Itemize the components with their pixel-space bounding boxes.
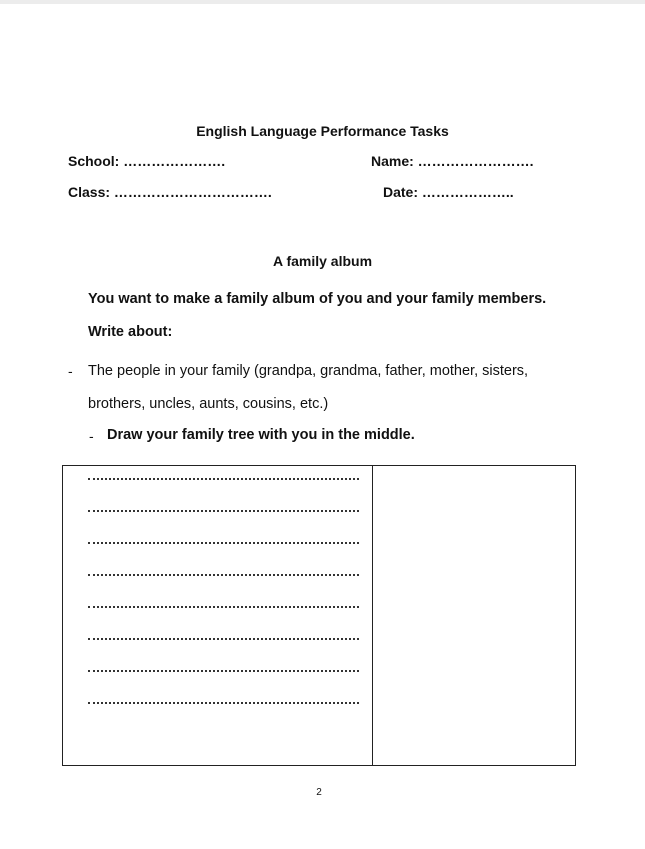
writing-line [88,510,359,512]
bullet-dash-1: - [68,363,73,379]
writing-area[interactable] [63,466,373,765]
bullet-item-2: Draw your family tree with you in the middle. [107,427,415,443]
writing-line [88,574,359,576]
class-field: Class: ……………………………. [68,184,272,200]
writing-line [88,702,359,704]
date-field: Date: ……………….. [383,184,514,200]
drawing-area[interactable] [373,466,575,765]
writing-line [88,638,359,640]
section-title: A family album [272,253,373,269]
bullet-item-1-line-1: The people in your family (grandpa, grandma, father, mother, sisters, [88,363,529,379]
instruction-line-2: Write about: [88,324,173,340]
writing-line [88,542,359,544]
top-border-strip [0,0,645,4]
instruction-line-1: You want to make a family album of you and your family members. [88,291,547,307]
writing-line [88,478,359,480]
response-table [62,465,576,766]
name-field: Name: ……………………. [371,153,534,169]
bullet-dash-2: - [89,428,94,444]
bullet-item-1-line-2: brothers, uncles, aunts, cousins, etc.) [88,396,329,412]
document-title: English Language Performance Tasks [196,123,449,139]
page-number: 2 [316,787,322,798]
school-field: School: …………………. [68,153,226,169]
writing-line [88,606,359,608]
writing-line [88,670,359,672]
